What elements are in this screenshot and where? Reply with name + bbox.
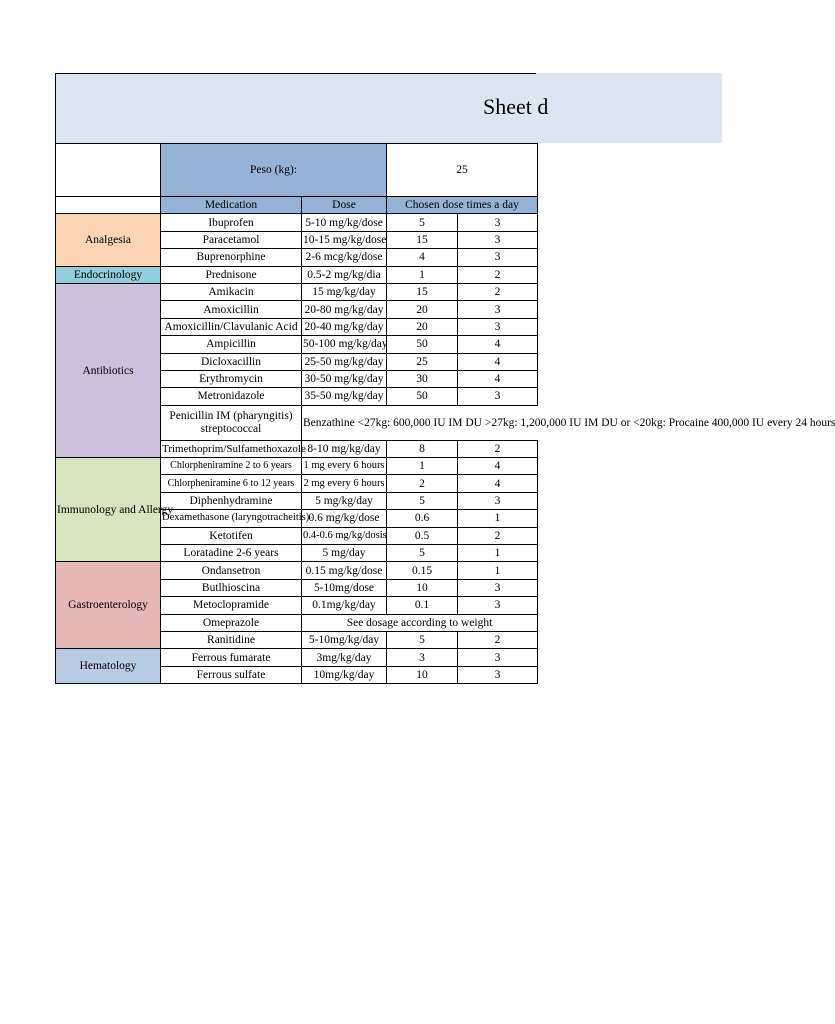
times-cell[interactable]: 3 xyxy=(458,318,538,335)
chosen-dose-cell[interactable]: 0.5 xyxy=(387,527,458,544)
times-cell[interactable]: 2 xyxy=(458,527,538,544)
dose-cell: 0.5-2 mg/kg/dia xyxy=(302,266,387,283)
peso-value[interactable]: 25 xyxy=(387,144,538,197)
dose-cell: 5-10 mg/kg/dose xyxy=(302,214,387,231)
dose-cell: 50-100 mg/kg/day xyxy=(302,336,387,353)
times-cell[interactable]: 4 xyxy=(458,458,538,475)
chosen-dose-cell[interactable]: 20 xyxy=(387,301,458,318)
chosen-dose-cell[interactable]: 0.6 xyxy=(387,510,458,527)
table-row xyxy=(56,266,538,283)
chosen-dose-cell[interactable]: 5 xyxy=(387,545,458,562)
medication-table xyxy=(55,143,835,684)
medication-cell: Ondansetron xyxy=(161,562,302,579)
times-cell[interactable]: 3 xyxy=(458,214,538,231)
times-cell[interactable]: 1 xyxy=(458,545,538,562)
dose-cell: 5-10mg/dose xyxy=(302,579,387,596)
dose-cell: 20-40 mg/kg/day xyxy=(302,318,387,335)
category-analgesia: Analgesia xyxy=(56,214,161,266)
times-cell[interactable]: 3 xyxy=(458,301,538,318)
medication-cell: Loratadine 2-6 years xyxy=(161,545,302,562)
table-row xyxy=(56,214,538,231)
header-chosen-dose: Chosen dose times a day xyxy=(387,197,538,214)
times-cell[interactable]: 3 xyxy=(458,649,538,666)
medication-cell: Chlorpheniramine 2 to 6 years xyxy=(161,458,302,475)
times-cell[interactable]: 3 xyxy=(458,597,538,614)
table-row xyxy=(56,458,538,475)
chosen-dose-cell[interactable]: 20 xyxy=(387,318,458,335)
chosen-dose-cell[interactable]: 8 xyxy=(387,440,458,457)
medication-cell: Dicloxacillin xyxy=(161,353,302,370)
chosen-dose-cell[interactable]: 5 xyxy=(387,214,458,231)
times-cell[interactable]: 4 xyxy=(458,370,538,387)
times-cell[interactable]: 3 xyxy=(458,249,538,266)
medication-cell: Buprenorphine xyxy=(161,249,302,266)
medication-cell: Ferrous sulfate xyxy=(161,666,302,683)
times-cell[interactable]: 2 xyxy=(458,266,538,283)
times-cell[interactable]: 2 xyxy=(458,283,538,300)
medication-cell: Dexamethasone (laryngotracheitis) xyxy=(161,510,302,527)
category-hematology: Hematology xyxy=(56,649,161,684)
chosen-dose-cell[interactable]: 1 xyxy=(387,266,458,283)
dose-cell: 0.1mg/kg/day xyxy=(302,597,387,614)
dose-cell: 2-6 mcg/kg/dose xyxy=(302,249,387,266)
dose-cell: 1 mg every 6 hours xyxy=(302,458,387,475)
chosen-dose-cell[interactable]: 25 xyxy=(387,353,458,370)
dose-cell: 2 mg every 6 hours xyxy=(302,475,387,492)
times-cell[interactable]: 3 xyxy=(458,666,538,683)
dose-cell: 20-80 mg/kg/day xyxy=(302,301,387,318)
chosen-dose-cell[interactable]: 30 xyxy=(387,370,458,387)
dose-cell: See dosage according to weight xyxy=(302,614,538,631)
dose-cell: Benzathine <27kg: 600,000 IU IM DU >27kg: 1,200,000 IU IM DU or <20kg: Procaine 400,000 IU every 24 hours xyxy=(302,405,538,440)
peso-label: Peso (kg): xyxy=(161,144,387,197)
chosen-dose-cell[interactable]: 5 xyxy=(387,492,458,509)
medication-cell: Paracetamol xyxy=(161,231,302,248)
medication-cell: Ranitidine xyxy=(161,631,302,648)
times-cell[interactable]: 4 xyxy=(458,336,538,353)
medication-cell: Metronidazole xyxy=(161,388,302,405)
medication-cell: Metoclopramide xyxy=(161,597,302,614)
medication-cell: Ketotifen xyxy=(161,527,302,544)
medication-cell: Diphenhydramine xyxy=(161,492,302,509)
dose-cell: 15 mg/kg/day xyxy=(302,283,387,300)
category-antibiotics: Antibiotics xyxy=(56,283,161,457)
dose-cell: 0.6 mg/kg/dose xyxy=(302,510,387,527)
times-cell[interactable]: 1 xyxy=(458,562,538,579)
chosen-dose-cell[interactable]: 3 xyxy=(387,649,458,666)
empty-corner-cell[interactable] xyxy=(56,144,161,197)
times-cell[interactable]: 3 xyxy=(458,231,538,248)
header-empty-cell xyxy=(56,197,161,214)
times-cell[interactable]: 3 xyxy=(458,388,538,405)
times-cell[interactable]: 4 xyxy=(458,475,538,492)
times-cell[interactable]: 3 xyxy=(458,492,538,509)
medication-cell: Ibuprofen xyxy=(161,214,302,231)
header-medication: Medication xyxy=(161,197,302,214)
dose-cell: 3mg/kg/day xyxy=(302,649,387,666)
category-immunology: Immunology and Allergy xyxy=(56,458,161,562)
chosen-dose-cell[interactable]: 4 xyxy=(387,249,458,266)
medication-cell: Erythromycin xyxy=(161,370,302,387)
medication-cell: Butlhioscina xyxy=(161,579,302,596)
chosen-dose-cell[interactable]: 2 xyxy=(387,475,458,492)
medication-cell: Trimethoprim/Sulfamethoxazole xyxy=(161,440,302,457)
dose-cell: 5-10mg/kg/day xyxy=(302,631,387,648)
chosen-dose-cell[interactable]: 5 xyxy=(387,631,458,648)
table-row xyxy=(56,649,538,666)
table-row xyxy=(56,562,538,579)
dose-cell: 0.4-0.6 mg/kg/dosis xyxy=(302,527,387,544)
dose-cell: 25-50 mg/kg/day xyxy=(302,353,387,370)
times-cell[interactable]: 1 xyxy=(458,510,538,527)
times-cell[interactable]: 4 xyxy=(458,353,538,370)
chosen-dose-cell[interactable]: 1 xyxy=(387,458,458,475)
chosen-dose-cell[interactable]: 15 xyxy=(387,231,458,248)
medication-cell: Amikacin xyxy=(161,283,302,300)
times-cell[interactable]: 2 xyxy=(458,440,538,457)
chosen-dose-cell[interactable]: 0.15 xyxy=(387,562,458,579)
banner-border xyxy=(55,73,536,143)
medication-cell: Amoxicillin xyxy=(161,301,302,318)
category-gastroenterology: Gastroenterology xyxy=(56,562,161,649)
dose-cell: 10mg/kg/day xyxy=(302,666,387,683)
dose-cell: 10-15 mg/kg/dose xyxy=(302,231,387,248)
dose-cell: 30-50 mg/kg/day xyxy=(302,370,387,387)
times-cell[interactable]: 2 xyxy=(458,631,538,648)
dose-cell: 8-10 mg/kg/day xyxy=(302,440,387,457)
chosen-dose-cell[interactable]: 10 xyxy=(387,579,458,596)
medication-cell: Ampicillin xyxy=(161,336,302,353)
medication-cell: Omeprazole xyxy=(161,614,302,631)
sheet-title: Sheet d xyxy=(483,94,549,119)
header-dose: Dose xyxy=(302,197,387,214)
dose-cell: 35-50 mg/kg/day xyxy=(302,388,387,405)
chosen-dose-cell[interactable]: 15 xyxy=(387,283,458,300)
medication-cell: Ferrous fumarate xyxy=(161,649,302,666)
table-row xyxy=(56,283,538,300)
medication-cell: Amoxicillin/Clavulanic Acid xyxy=(161,318,302,335)
medication-cell: Penicillin IM (pharyngitis) streptococcal xyxy=(161,405,302,440)
medication-cell: Prednisone xyxy=(161,266,302,283)
dose-cell: 5 mg/kg/day xyxy=(302,492,387,509)
category-endocrinology: Endocrinology xyxy=(56,266,161,283)
chosen-dose-cell[interactable]: 50 xyxy=(387,388,458,405)
chosen-dose-cell[interactable]: 0.1 xyxy=(387,597,458,614)
chosen-dose-cell[interactable]: 50 xyxy=(387,336,458,353)
medication-cell: Chlorpheniramine 6 to 12 years xyxy=(161,475,302,492)
dose-cell: 0.15 mg/kg/dose xyxy=(302,562,387,579)
times-cell[interactable]: 3 xyxy=(458,579,538,596)
dose-cell: 5 mg/day xyxy=(302,545,387,562)
chosen-dose-cell[interactable]: 10 xyxy=(387,666,458,683)
